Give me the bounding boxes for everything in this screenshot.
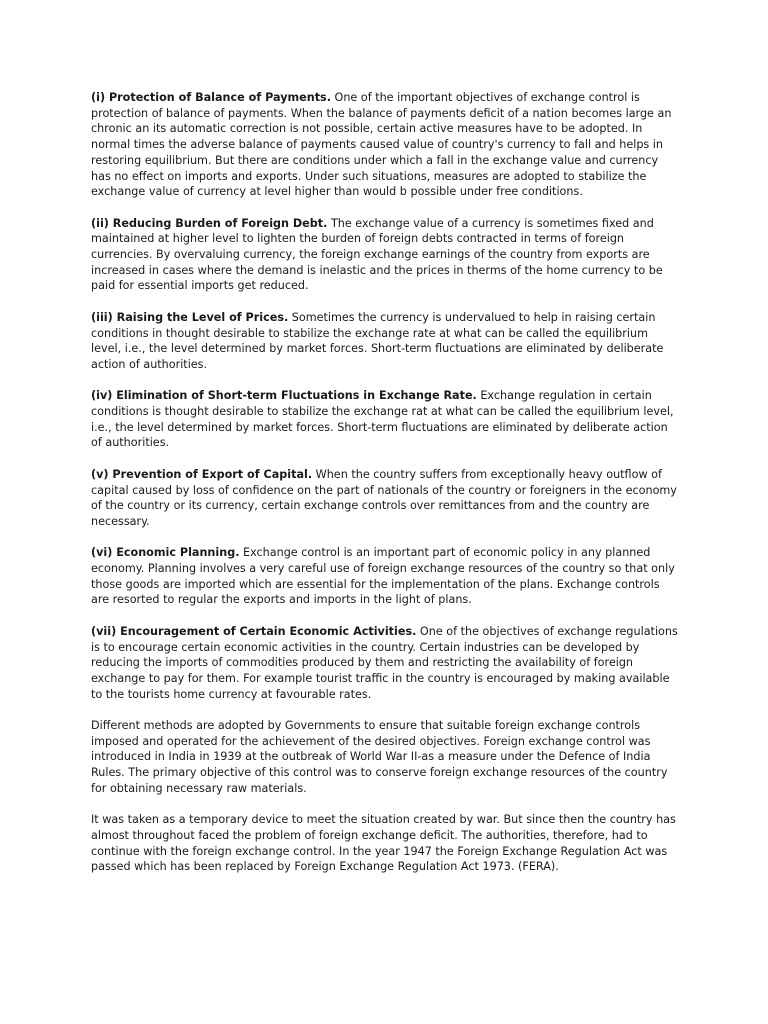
section-protection-balance-of-payments [91, 90, 681, 200]
section-heading: (vi) Economic Planning. [91, 546, 240, 560]
section-body: One of the objectives of exchange regulations is to encourage certain economic activities in the country. Certain industries can be developed by reducing the imports of commodities produced by them and restricting the availability of foreign exchange to pay for them. For example tourist traffic in the country is encouraged by making available to the tourists home currency at favourable rates. [91, 624, 678, 701]
section-heading: (iv) Elimination of Short-term Fluctuations in Exchange Rate. [91, 389, 477, 403]
section-body: Exchange regulation in certain conditions is thought desirable to stabilize the exchange rat at what can be called the equilibrium level, i.e., the level determined by market forces. Short-term fluctuations are eliminated by deliberate action of authorities. [91, 389, 674, 450]
paragraph-temporary-device: It was taken as a temporary device to meet the situation created by war. But since then the country has almost throughout faced the problem of foreign exchange deficit. The authorities, therefore, had to continue with the foreign exchange control. In the year 1947 the Foreign Exchange Regulation Act was passed which has been replaced by Foreign Exchange Regulation Act 1973. (FERA). [91, 813, 676, 874]
section-heading: (iii) Raising the Level of Prices. [91, 310, 289, 324]
section-body: Sometimes the currency is undervalued to help in raising certain conditions in thought desirable to stabilize the exchange rate at what can be called the equilibrium level, i.e., the level determined by market forces. Short-term fluctuations are eliminated by deliberate action of authorities. [91, 310, 664, 371]
section-heading: (i) Protection of Balance of Payments. [91, 91, 331, 104]
section-body: Exchange control is an important part of economic policy in any planned economy. Planning involves a very careful use of foreign exchange resources of the country so that only those goods are imported which are essential for the implementation of the plans. Exchange controls are resorted to regular the exports and imports in the light of plans. [91, 546, 675, 607]
section-reducing-burden-foreign-debt [91, 216, 681, 295]
section-elimination-short-term-fluctuations [91, 388, 681, 451]
section-heading: (ii) Reducing Burden of Foreign Debt. [91, 216, 328, 230]
section-raising-level-of-prices [91, 310, 681, 373]
section-heading: (vii) Encouragement of Certain Economic Activities. [91, 624, 417, 638]
section-body: The exchange value of a currency is sometimes fixed and maintained at higher level to lighten the burden of foreign debts contracted in terms of foreign currencies. By overvaluing currency, the foreign exchange earnings of the country from exports are increased in cases where the demand is inelastic and the prices in therms of the home currency to be paid for essential imports get reduced. [91, 216, 663, 293]
section-economic-planning [91, 545, 681, 608]
section-encouragement-economic-activities [91, 624, 681, 703]
section-heading: (v) Prevention of Export of Capital. [91, 467, 313, 481]
document-page [91, 90, 681, 891]
section-prevention-export-of-capital [91, 467, 681, 530]
paragraph-methods-adopted: Different methods are adopted by Governments to ensure that suitable foreign exchange controls imposed and operated for the achievement of the desired objectives. Foreign exchange control was introduced in India in 1939 at the outbreak of World War II-as a measure under the Defence of India Rules. The primary objective of this control was to conserve foreign exchange resources of the country for obtaining necessary raw materials. [91, 719, 668, 795]
section-body: When the country suffers from exceptionally heavy outflow of capital caused by loss of confidence on the part of nationals of the country or foreigners in the economy of the country or its currency, certain exchange controls over remittances from and the country are necessary. [91, 467, 677, 528]
section-body: One of the important objectives of exchange control is protection of balance of payments. When the balance of payments deficit of a nation becomes large an chronic an its automatic correction is not possible, certain active measures have to be adopted. In normal times the adverse balance of payments caused value of country's currency to fall and helps in restoring equilibrium. But there are conditions under which a fall in the exchange value and currency has no effect on imports and exports. Under such situations, measures are adopted to stabilize the exchange value of currency at level higher than would b possible under free conditions. [91, 91, 672, 199]
